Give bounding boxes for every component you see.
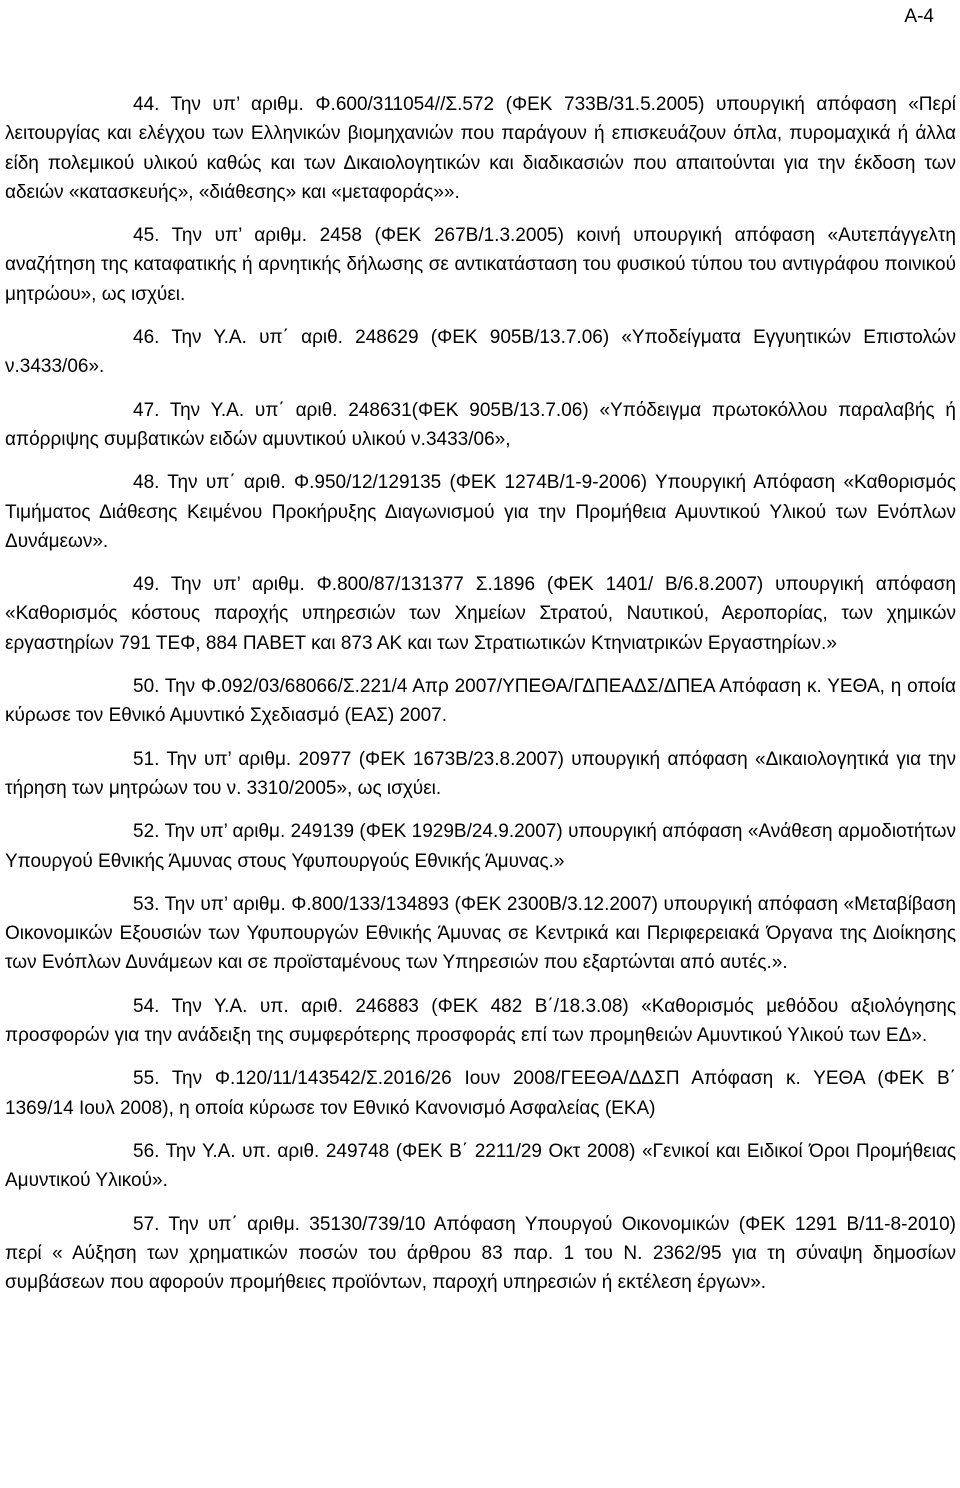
list-item-50: 50. Την Φ.092/03/68066/Σ.221/4 Απρ 2007/ΥΠΕΘΑ/ΓΔΠΕΑΔΣ/ΔΠΕΑ Απόφαση κ. ΥΕΘΑ, η οποία κύρωσε τον Εθνικό Αμυντικό Σχεδιασμό (ΕΑΣ) 2007. xyxy=(5,676,956,727)
list-item-47: 47. Την Υ.Α. υπ΄ αριθ. 248631(ΦΕΚ 905Β/13.7.06) «Υπόδειγμα πρωτοκόλλου παραλαβής ή απόρριψης συμβατικών ειδών αμυντικού υλικού ν.3433/06», xyxy=(5,399,956,450)
list-item-49: 49. Την υπ’ αριθμ. Φ.800/87/131377 Σ.1896 (ΦΕΚ 1401/ Β/6.8.2007) υπουργική απόφαση «Καθορισμός κόστους παροχής υπηρεσιών των Χημείων Στρατού, Ναυτικού, Αεροπορίας, των χημικών εργαστηρίων 791 ΤΕΦ, 884 ΠΑΒΕΤ και 873 ΑΚ και των Στρατιωτικών Κτηνιατρικών Εργαστηρίων.» xyxy=(5,574,956,654)
list-item-55: 55. Την Φ.120/11/143542/Σ.2016/26 Ιουν 2008/ΓΕΕΘΑ/ΔΔΣΠ Απόφαση κ. ΥΕΘΑ (ΦΕΚ Β΄ 1369/14 Ιουλ 2008), η οποία κύρωσε τον Εθνικό Κανονισμό Ασφαλείας (ΕΚΑ) xyxy=(5,1068,956,1119)
list-item-51: 51. Την υπ’ αριθμ. 20977 (ΦΕΚ 1673Β/23.8.2007) υπουργική απόφαση «Δικαιολογητικά για την τήρηση των μητρώων του ν. 3310/2005», ως ισχύει. xyxy=(5,748,956,799)
list-item-46: 46. Την Υ.Α. υπ΄ αριθ. 248629 (ΦΕΚ 905Β/13.7.06) «Υποδείγματα Εγγυητικών Επιστολών ν.3433/06». xyxy=(5,327,956,378)
list-item-52: 52. Την υπ’ αριθμ. 249139 (ΦΕΚ 1929Β/24.9.2007) υπουργική απόφαση «Ανάθεση αρμοδιοτήτων Υπουργού Εθνικής Άμυνας στους Υφυπουργούς Εθνικής Άμυνας.» xyxy=(5,821,956,872)
page-number: A-4 xyxy=(904,6,934,27)
list-item-57: 57. Την υπ΄ αριθμ. 35130/739/10 Απόφαση Υπουργού Οικονομικών (ΦΕΚ 1291 Β/11-8-2010) περί « Αύξηση των χρηματικών ποσών του άρθρου 83 παρ. 1 του Ν. 2362/95 για τη σύναψη δημοσίων συμβάσεων που αφορούν προμήθειες προϊόντων, παροχή υπηρεσιών ή εκτέλεση έργων». xyxy=(5,1213,956,1294)
list-item-48: 48. Την υπ΄ αριθ. Φ.950/12/129135 (ΦΕΚ 1274Β/1-9-2006) Υπουργική Απόφαση «Καθορισμός Τιμήματος Διάθεσης Κειμένου Προκήρυξης Διαγωνισμού για την Προμήθεια Αμυντικού Υλικού των Ενόπλων Δυνάμεων». xyxy=(5,472,956,552)
document-body xyxy=(5,90,956,1311)
list-item-56: 56. Την Υ.Α. υπ. αριθ. 249748 (ΦΕΚ Β΄ 2211/29 Οκτ 2008) «Γενικοί και Ειδικοί Όροι Προμήθειας Αμυντικού Υλικού». xyxy=(5,1140,956,1192)
list-item-44: 44. Την υπ’ αριθμ. Φ.600/311054//Σ.572 (ΦΕΚ 733Β/31.5.2005) υπουργική απόφαση «Περί λειτουργίας και ελέγχου των Ελληνικών βιομηχανιών που παράγουν ή επισκευάζουν όπλα, πυρομαχικά ή άλλα είδη πολεμικού υλικού καθώς και των Δικαιολογητικών και διαδικασιών που απαιτούνται για την έκδοση των αδειών «κατασκευής», «διάθεσης» και «μεταφοράς»». xyxy=(5,94,956,203)
list-item-45: 45. Την υπ’ αριθμ. 2458 (ΦΕΚ 267Β/1.3.2005) κοινή υπουργική απόφαση «Αυτεπάγγελτη αναζήτηση της καταφατικής ή αρνητικής δήλωσης σε αντικατάσταση του φυσικού τύπου του αντιγράφου ποινικού μητρώου», ως ισχύει. xyxy=(5,225,956,305)
list-item-53: 53. Την υπ’ αριθμ. Φ.800/133/134893 (ΦΕΚ 2300Β/3.12.2007) υπουργική απόφαση «Μεταβίβαση Οικονομικών Εξουσιών των Υφυπουργών Εθνικής Άμυνας σε Κεντρικά και Περιφερειακά Όργανα της Διοίκησης των Ενόπλων Δυνάμεων και σε προϊσταμένους των Υπηρεσιών που εξαρτώνται από αυτές.». xyxy=(5,893,956,974)
list-item-54: 54. Την Υ.Α. υπ. αριθ. 246883 (ΦΕΚ 482 Β΄/18.3.08) «Καθορισμός μεθόδου αξιολόγησης προσφορών για την ανάδειξη της συμφερότερης προσφοράς επί των προμηθειών Αμυντικού Υλικού των ΕΔ». xyxy=(5,995,956,1047)
